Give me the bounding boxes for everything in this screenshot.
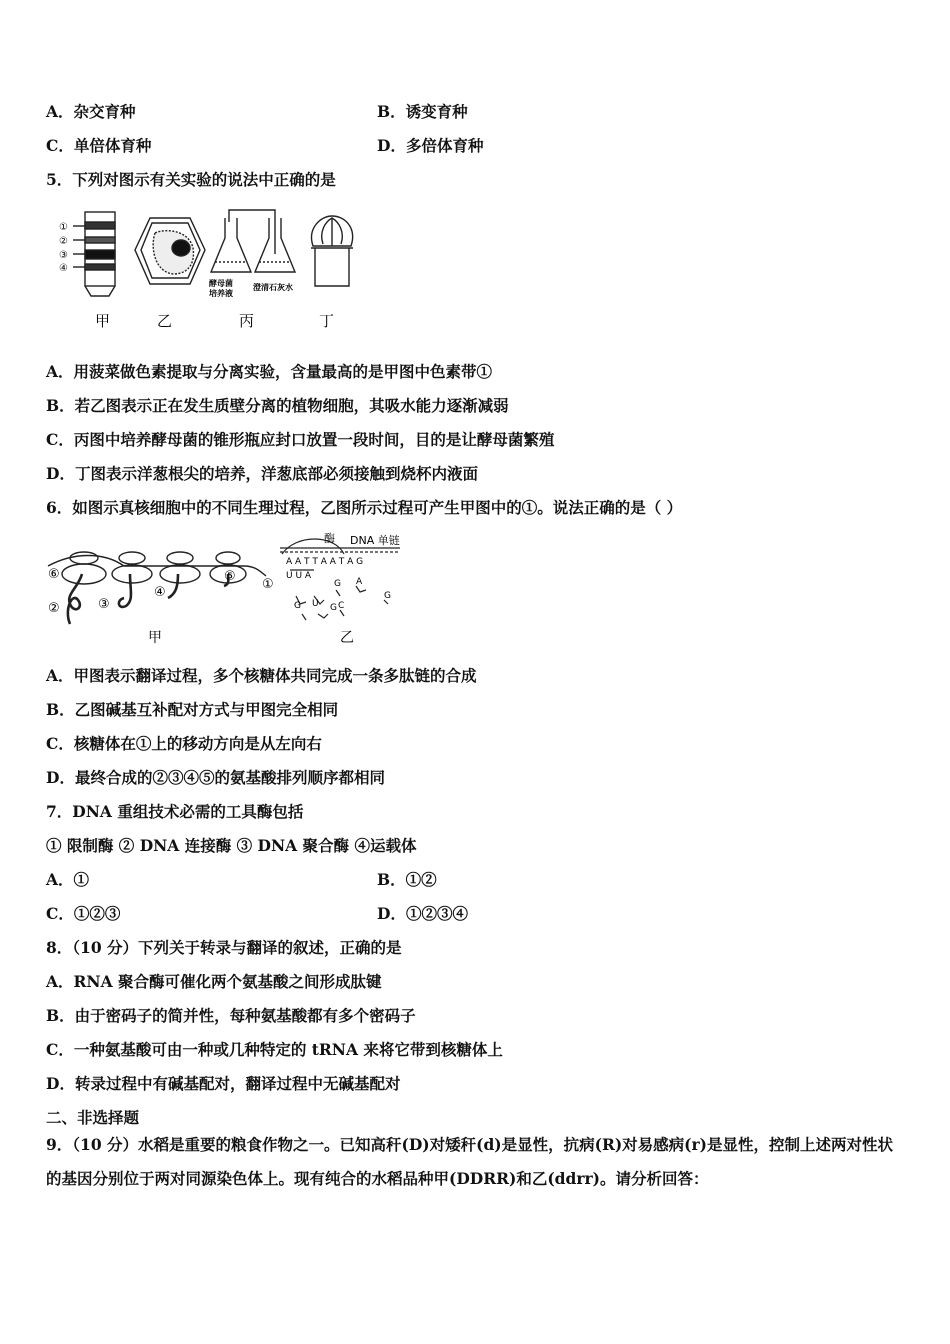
section-2-heading: 二、非选择题: [46, 1108, 140, 1127]
label-2: ②: [48, 601, 60, 616]
q5-stem: 5．下列对图示有关实验的说法中正确的是: [46, 170, 336, 189]
onion-beaker: [311, 216, 353, 286]
q8-option-b: B．由于密码子的简并性，每种氨基酸都有多个密码子: [46, 1006, 416, 1025]
free-c: C: [338, 601, 345, 611]
q4-option-a: A．杂交育种: [46, 102, 136, 121]
q7-stem: 7．DNA 重组技术必需的工具酶包括: [46, 802, 304, 821]
label-3: ③: [98, 597, 110, 612]
band-3-label: ③: [59, 250, 68, 261]
free-g1: G: [334, 579, 341, 589]
free-g4: G: [384, 591, 391, 601]
q7-option-b: B．①②: [377, 870, 437, 889]
top-bases: A A T T A A T A G: [286, 557, 364, 567]
enzyme-label: 酶: [324, 532, 335, 545]
q5-option-b: B．若乙图表示正在发生质壁分离的植物细胞，其吸水能力逐渐减弱: [46, 396, 509, 415]
free-a1: A: [356, 577, 363, 587]
free-g2: G: [294, 601, 301, 611]
q7-option-d: D．①②③④: [377, 904, 468, 923]
q5-option-a: A．用菠菜做色素提取与分离实验，含量最高的是甲图中色素带①: [46, 362, 493, 381]
label-yi: 乙: [340, 630, 354, 646]
label-1: ①: [262, 577, 274, 592]
q8-option-a: A．RNA 聚合酶可催化两个氨基酸之间形成肽键: [46, 972, 382, 991]
chromatography-strip: [73, 212, 115, 296]
band-4-label: ④: [59, 263, 68, 274]
label-5: ⑤: [224, 569, 236, 584]
q7-option-c: C．①②③: [46, 904, 121, 923]
free-u: U: [312, 599, 319, 609]
label-ding: 丁: [319, 312, 335, 330]
q6-stem: 6．如图示真核细胞中的不同生理过程，乙图所示过程可产生甲图中的①。说法正确的是（ ）: [46, 498, 683, 517]
q8-option-d: D．转录过程中有碱基配对，翻译过程中无碱基配对: [46, 1074, 401, 1093]
q7-option-a: A．①: [46, 870, 90, 889]
bottom-bases: U U A: [286, 571, 312, 581]
q6-option-d: D．最终合成的②③④⑤的氨基酸排列顺序都相同: [46, 768, 385, 787]
free-g3: G: [330, 603, 337, 613]
q5-option-d: D．丁图表示洋葱根尖的培养，洋葱底部必须接触到烧杯内液面: [46, 464, 478, 483]
q6-figure: [44, 528, 414, 650]
q9-stem: 9．（10 分）水稻是重要的粮食作物之一。已知高秆(D)对矮秆(d)是显性，抗病(R)对易感病(r)是显性，控制上述两对性状的基因分别位于两对同源染色体上。现有纯合的水稻品种甲(DDRR)和乙(ddrr)。请分析回答：: [46, 1135, 894, 1188]
label-yi: 乙: [157, 312, 173, 330]
q4-option-b: B．诱变育种: [377, 102, 468, 121]
flask-1-label-line2: 培养液: [209, 289, 233, 298]
label-4: ④: [154, 585, 166, 600]
q8-option-c: C．一种氨基酸可由一种或几种特定的 tRNA 来将它带到核糖体上: [46, 1040, 503, 1059]
q5-figure: [55, 208, 375, 333]
q6-option-a: A．甲图表示翻译过程，多个核糖体共同完成一条多肽链的合成: [46, 666, 477, 685]
label-jia: 甲: [148, 630, 162, 646]
q8-stem: 8．（10 分）下列关于转录与翻译的叙述，正确的是: [46, 938, 402, 957]
label-jia: 甲: [95, 312, 111, 330]
flask-2-label: 澄清石灰水: [253, 283, 293, 292]
plant-cell: [135, 218, 205, 284]
q6-option-b: B．乙图碱基互补配对方式与甲图完全相同: [46, 700, 339, 719]
q6-option-c: C．核糖体在①上的移动方向是从左向右: [46, 734, 322, 753]
q7-items: ① 限制酶 ② DNA 连接酶 ③ DNA 聚合酶 ④运载体: [46, 836, 417, 855]
q5-option-c: C．丙图中培养酵母菌的锥形瓶应封口放置一段时间，目的是让酵母菌繁殖: [46, 430, 555, 449]
q4-option-c: C．单倍体育种: [46, 136, 152, 155]
label-bing: 丙: [239, 312, 255, 330]
dna-strand-label: DNA 单链: [350, 534, 400, 547]
band-2-label: ②: [59, 236, 68, 247]
q4-option-d: D．多倍体育种: [377, 136, 484, 155]
label-6: ⑥: [48, 567, 60, 582]
flask-setup: [211, 210, 295, 272]
band-1-label: ①: [59, 222, 68, 233]
flask-1-label-line1: 酵母菌: [209, 279, 233, 288]
